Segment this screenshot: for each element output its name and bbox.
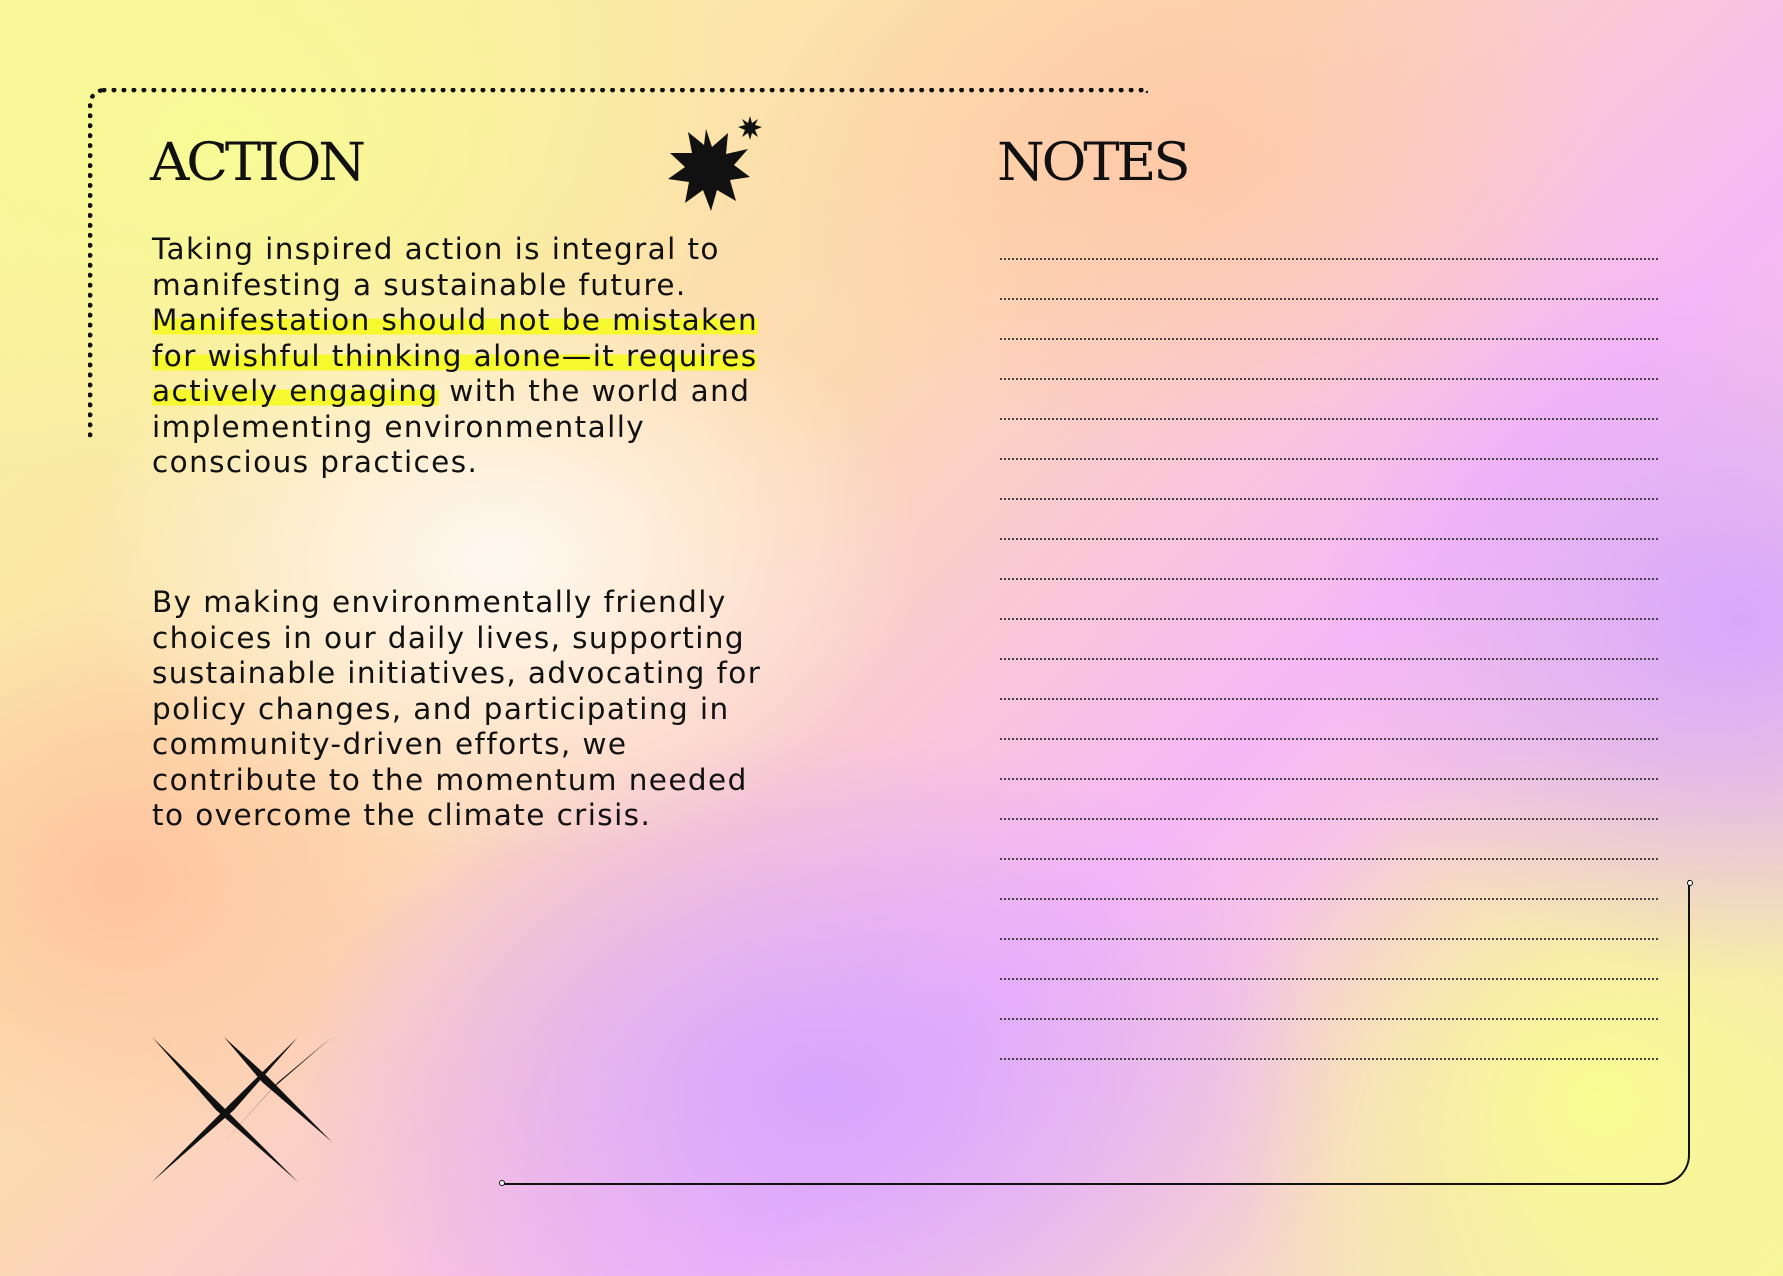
note-line[interactable]	[1000, 580, 1658, 620]
note-line[interactable]	[1000, 380, 1658, 420]
note-line[interactable]	[1000, 820, 1658, 860]
note-line[interactable]	[1000, 500, 1658, 540]
action-heading: ACTION	[150, 133, 363, 193]
action-text-intro: Taking inspired action is integral to manifesting a sustainable future.	[152, 232, 720, 302]
action-text-rest: with the world and implementing environmentally conscious practices.	[152, 374, 751, 479]
corner-line-decoration	[502, 880, 1690, 1185]
note-line[interactable]	[1000, 540, 1658, 580]
notes-heading: NOTES	[997, 133, 1188, 193]
action-paragraph-1	[152, 232, 772, 481]
note-line[interactable]	[1000, 300, 1658, 340]
note-line[interactable]	[1000, 780, 1658, 820]
note-line[interactable]	[1000, 220, 1658, 260]
note-line[interactable]	[1000, 260, 1658, 300]
note-line[interactable]	[1000, 340, 1658, 380]
note-line[interactable]	[1000, 620, 1658, 660]
line-end-dot	[1687, 880, 1693, 886]
highlighted-text: Manifestation should not be mistaken for wishful thinking alone—it requires actively engaging	[152, 303, 759, 408]
note-line[interactable]	[1000, 740, 1658, 780]
line-end-dot	[499, 1180, 505, 1186]
action-paragraph-2: By making environmentally friendly choices in our daily lives, supporting sustainable initiatives, advocating for policy changes, and participating in community-driven efforts, we contribute to the momentum needed to overcome the climate crisis.	[152, 585, 762, 832]
small-star-icon	[737, 115, 763, 141]
note-line[interactable]	[1000, 700, 1658, 740]
note-line[interactable]	[1000, 460, 1658, 500]
note-line[interactable]	[1000, 660, 1658, 700]
note-line[interactable]	[1000, 420, 1658, 460]
crossed-sparkles-icon	[148, 1032, 338, 1187]
